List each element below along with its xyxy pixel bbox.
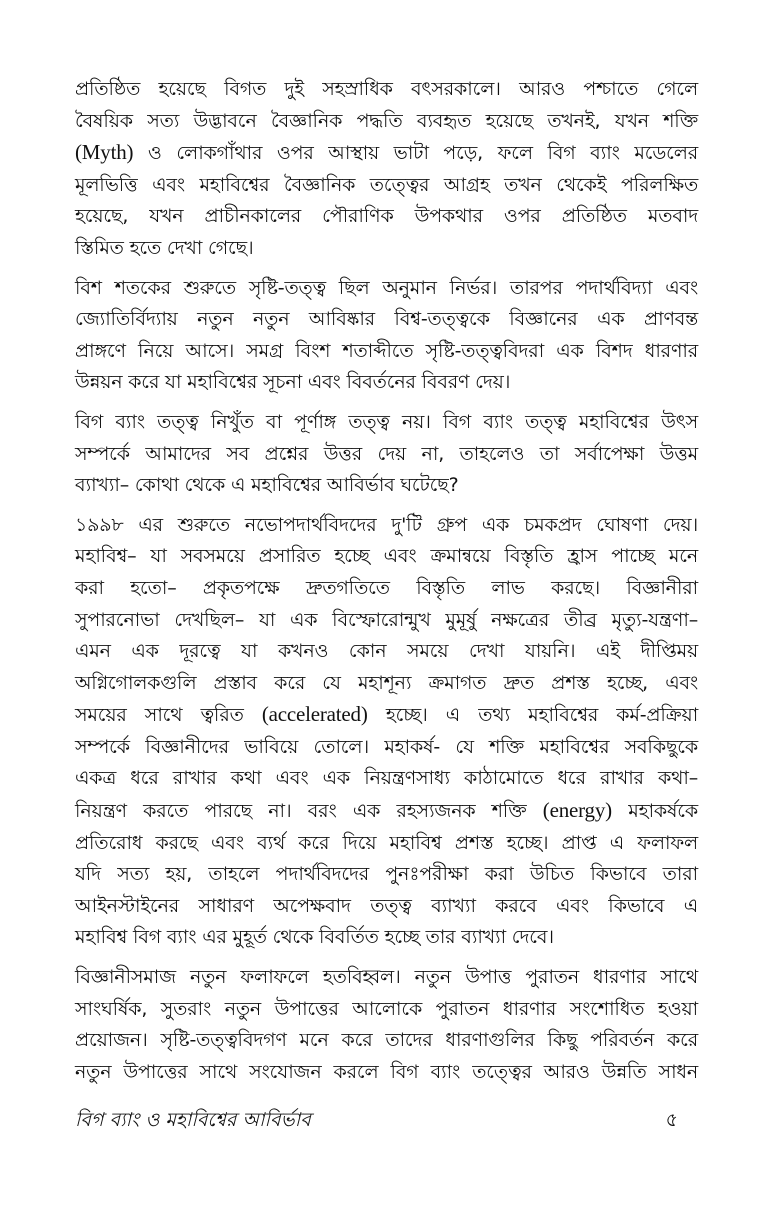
text-line: (Myth) ও লোকগাঁথার ওপর আস্থায় ভাটা পড়ে, ফলে বিগ ব্যাং মডেলের: [75, 140, 698, 165]
text-line: সম্পর্কে আমাদের সব প্রশ্নের উত্তর দেয় না, তাহলেও তা সর্বাপেক্ষা উত্তম: [75, 442, 698, 465]
text-line: প্রাঙ্গণে নিয়ে আসে। সমগ্র বিংশ শতাব্দীতে সৃষ্টি-তত্ত্ববিদরা এক বিশদ ধারণার: [75, 339, 698, 362]
text-line: ১৯৯৮ এর শুরুতে নভোপদার্থবিদদের দু'টি গ্রুপ এক চমকপ্রদ ঘোষণা দেয়।: [75, 513, 698, 536]
text-line: বিজ্ঞানীসমাজ নতুন ফলাফলে হতবিহ্বল। নতুন উপাত্ত পুরাতন ধারণার সাথে: [75, 966, 698, 989]
paragraph-3: [75, 407, 698, 502]
text-line: হয়েছে, যখন প্রাচীনকালের পৌরাণিক উপকথার ওপর প্রতিষ্ঠিত মতবাদ: [75, 205, 698, 228]
text-line: ব্যাখ্যা– কোথা থেকে এ মহাবিশ্বের আবির্ভাব ঘটেছে?: [75, 474, 459, 497]
text-line: যদি সত্য হয়, তাহলে পদার্থবিদদের পুনঃপরীক্ষা করা উচিত কিভাবে তারা: [75, 863, 698, 886]
paragraph-5: [75, 962, 698, 1088]
page-body: [75, 74, 698, 1096]
text-line: সাংঘর্ষিক, সুতরাং নতুন উপাত্তের আলোকে পুরাতন ধারণার সংশোধিত হওয়া: [75, 997, 698, 1020]
text-line: প্রয়োজন। সৃষ্টি-তত্ত্ববিদগণ মনে করে তাদের ধারণাগুলির কিছু পরিবর্তন করে: [75, 1029, 698, 1052]
paragraph-2: [75, 273, 698, 399]
text-line: নতুন উপাত্তের সাথে সংযোজন করলে বিগ ব্যাং তত্ত্বের আরও উন্নতি সাধন: [75, 1060, 698, 1083]
text-line: মহাবিশ্ব– যা সবসময়ে প্রসারিত হচ্ছে এবং ক্রমান্বয়ে বিস্তৃতি হ্রাস পাচ্ছে মনে: [75, 545, 698, 568]
text-line: বিগ ব্যাং তত্ত্ব নিখুঁত বা পূর্ণাঙ্গ তত্ত্ব নয়। বিগ ব্যাং তত্ত্ব মহাবিশ্বের উৎস: [75, 410, 698, 433]
text-line: মূলভিত্তি এবং মহাবিশ্বের বৈজ্ঞানিক তত্ত্বের আগ্রহ তখন থেকেই পরিলক্ষিত: [75, 173, 698, 196]
text-line: স্তিমিত হতে দেখা গেছে।: [75, 236, 254, 259]
text-line: প্রতিরোধ করছে এবং ব্যর্থ করে দিয়ে মহাবিশ্ব প্রশস্ত হচ্ছে। প্রাপ্ত এ ফলাফল: [75, 831, 698, 854]
text-line: সম্পর্কে বিজ্ঞানীদের ভাবিয়ে তোলে। মহাকর্ষ- যে শক্তি মহাবিশ্বের সবকিছুকে: [75, 735, 698, 758]
text-line: মহাবিশ্ব বিগ ব্যাং এর মুহূর্ত থেকে বিবর্তিত হচ্ছে তার ব্যাখ্যা দেবে।: [75, 926, 554, 949]
text-line: উন্নয়ন করে যা মহাবিশ্বের সূচনা এবং বিবর্তনের বিবরণ দেয়।: [75, 371, 511, 394]
text-line: করা হতো– প্রকৃতপক্ষে দ্রুতগতিতে বিস্তৃতি লাভ করছে। বিজ্ঞানীরা: [75, 576, 698, 599]
text-line: জ্যোতির্বিদ্যায় নতুন নতুন আবিষ্কার বিশ্ব-তত্ত্বকে বিজ্ঞানের এক প্রাণবন্ত: [75, 308, 698, 331]
text-line: সুপারনোভা দেখছিল– যা এক বিস্ফোরোন্মুখ মুমূর্ষু নক্ষত্রের তীব্র মৃত্যু-যন্ত্রণা–: [75, 608, 698, 631]
page-footer: [75, 1106, 698, 1136]
page-number: ৫: [665, 1109, 678, 1131]
text-line: বৈষয়িক সত্য উদ্ভাবনে বৈজ্ঞানিক পদ্ধতি ব্যবহৃত হয়েছে তখনই, যখন শক্তি: [75, 109, 698, 132]
text-line: বিশ শতকের শুরুতে সৃষ্টি-তত্ত্ব ছিল অনুমান নির্ভর। তারপর পদার্থবিদ্যা এবং: [75, 276, 698, 299]
text-line: আইনস্টাইনের সাধারণ অপেক্ষবাদ তত্ত্ব ব্যাখ্যা করবে এবং কিভাবে এ: [75, 894, 698, 917]
text-line: এমন এক দূরত্বে যা কখনও কোন সময়ে দেখা যায়নি। এই দীপ্তিময়: [75, 640, 698, 663]
text-line: প্রতিষ্ঠিত হয়েছে বিগত দুই সহস্রাধিক বৎসরকালে। আরও পশ্চাতে গেলে: [75, 78, 698, 100]
running-title: বিগ ব্যাং ও মহাবিশ্বের আবির্ভাব: [75, 1109, 311, 1131]
text-line: নিয়ন্ত্রণ করতে পারছে না। বরং এক রহস্যজনক শক্তি (energy) মহাকর্ষকে: [75, 798, 698, 823]
paragraph-4: [75, 510, 698, 954]
text-line: অগ্নিগোলকগুলি প্রস্তাব করে যে মহাশূন্য ক্রমাগত দ্রুত প্রশস্ত হচ্ছে, এবং: [75, 671, 698, 694]
paragraph-1: [75, 74, 698, 265]
text-line: সময়ের সাথে ত্বরিত (accelerated) হচ্ছে। এ তথ্য মহাবিশ্বের কর্ম-প্রক্রিয়া: [75, 702, 699, 727]
text-line: একত্র ধরে রাখার কথা এবং এক নিয়ন্ত্রণসাধ্য কাঠামোতে ধরে রাখার কথা–: [75, 767, 698, 790]
